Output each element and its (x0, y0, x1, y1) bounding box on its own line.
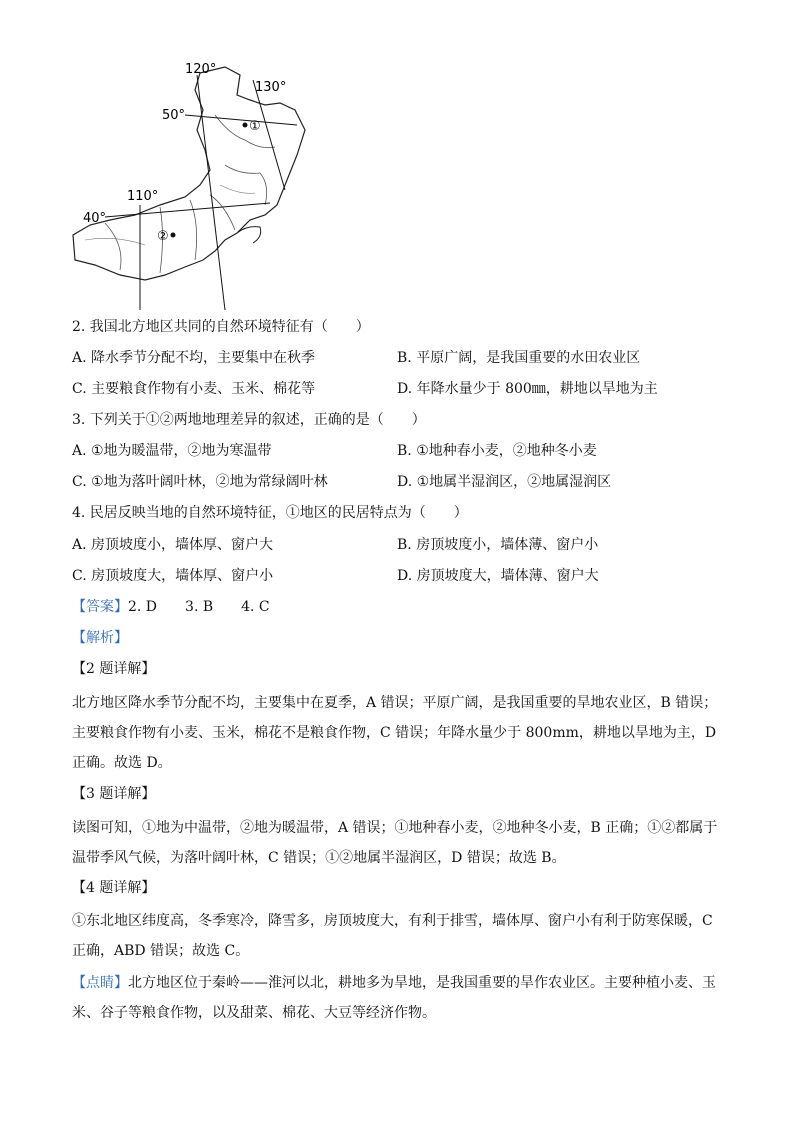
q4-option-c: C. 房顶坡度大，墙体厚、窗户小 (72, 568, 274, 584)
detail-3-title: 【3 题详解】 (72, 786, 156, 802)
point-2-label: ② (157, 229, 169, 244)
point-2-marker (171, 233, 176, 238)
q4-option-d: D. 房顶坡度大，墙体薄、窗户大 (397, 568, 599, 584)
detail-4-title: 【4 题详解】 (72, 880, 156, 896)
north-china-map (65, 55, 325, 310)
answer-text: 2. D 3. B 4. C (128, 599, 270, 615)
q3-stem: 3. 下列关于①②两地地理差异的叙述，正确的是（ ） (72, 412, 426, 428)
analysis-label: 【解析】 (72, 630, 128, 646)
tip-text: 北方地区位于秦岭——淮河以北，耕地多为旱地，是我国重要的旱作农业区。主要种植小麦、玉米、谷子等粮食作物，以及甜菜、棉花、大豆等经济作物。 (72, 975, 716, 1021)
detail-3-body: 读图可知，①地为中温带，②地为暖温带，A 错误；①地种春小麦，②地种冬小麦，B 正确；①②都属于温带季风气候，为落叶阔叶林，C 错误；①②地属半湿润区，D 错误；故选 B。 (72, 820, 718, 866)
q3-option-b: B. ①地种春小麦，②地种冬小麦 (397, 443, 597, 459)
tip-block (72, 968, 722, 1028)
q2-option-b: B. 平原广阔，是我国重要的水田农业区 (397, 350, 641, 366)
tip-label: 【点睛】 (72, 975, 128, 991)
map-outline (73, 67, 305, 280)
q4-option-a: A. 房顶坡度小，墙体厚、窗户大 (72, 537, 274, 553)
lat-label-40: 40° (83, 211, 107, 226)
point-1-marker (243, 123, 248, 128)
detail-2-body: 北方地区降水季节分配不均，主要集中在夏季，A 错误；平原广阔，是我国重要的旱地农业区，B 错误；主要粮食作物有小麦、玉米，棉花不是粮食作物，C 错误；年降水量少于 800mm，耕地以旱地为主，D 正确。故选 D。 (72, 695, 718, 771)
answer-label: 【答案】 (72, 599, 128, 615)
detail-4-body: ①东北地区纬度高，冬季寒冷，降雪多，房顶坡度大，有利于排雪，墙体厚、窗户小有利于防寒保暖，C 正确，ABD 错误；故选 C。 (72, 913, 713, 959)
answer-line (72, 597, 270, 617)
q4-stem: 4. 民居反映当地的自然环境特征，①地区的民居特点为（ ） (72, 505, 468, 521)
q2-option-d: D. 年降水量少于 800㎜，耕地以旱地为主 (397, 381, 658, 397)
q3-option-c: C. ①地为落叶阔叶林，②地为常绿阔叶林 (72, 474, 328, 490)
q2-option-a: A. 降水季节分配不均，主要集中在秋季 (72, 350, 316, 366)
lon-label-120: 120° (185, 62, 217, 77)
q3-option-a: A. ①地为暖温带，②地为寒温带 (72, 443, 272, 459)
q4-option-b: B. 房顶坡度小，墙体薄、窗户小 (397, 537, 599, 553)
point-1-label: ① (249, 119, 261, 134)
q3-option-d: D. ①地属半湿润区，②地属湿润区 (397, 474, 612, 490)
q2-stem: 2. 我国北方地区共同的自然环境特征有（ ） (72, 319, 370, 335)
q2-option-c: C. 主要粮食作物有小麦、玉米、棉花等 (72, 381, 316, 397)
lon-label-130: 130° (255, 80, 287, 95)
detail-2-title: 【2 题详解】 (72, 661, 156, 677)
lon-label-110: 110° (127, 189, 159, 204)
lat-label-50: 50° (162, 108, 186, 123)
